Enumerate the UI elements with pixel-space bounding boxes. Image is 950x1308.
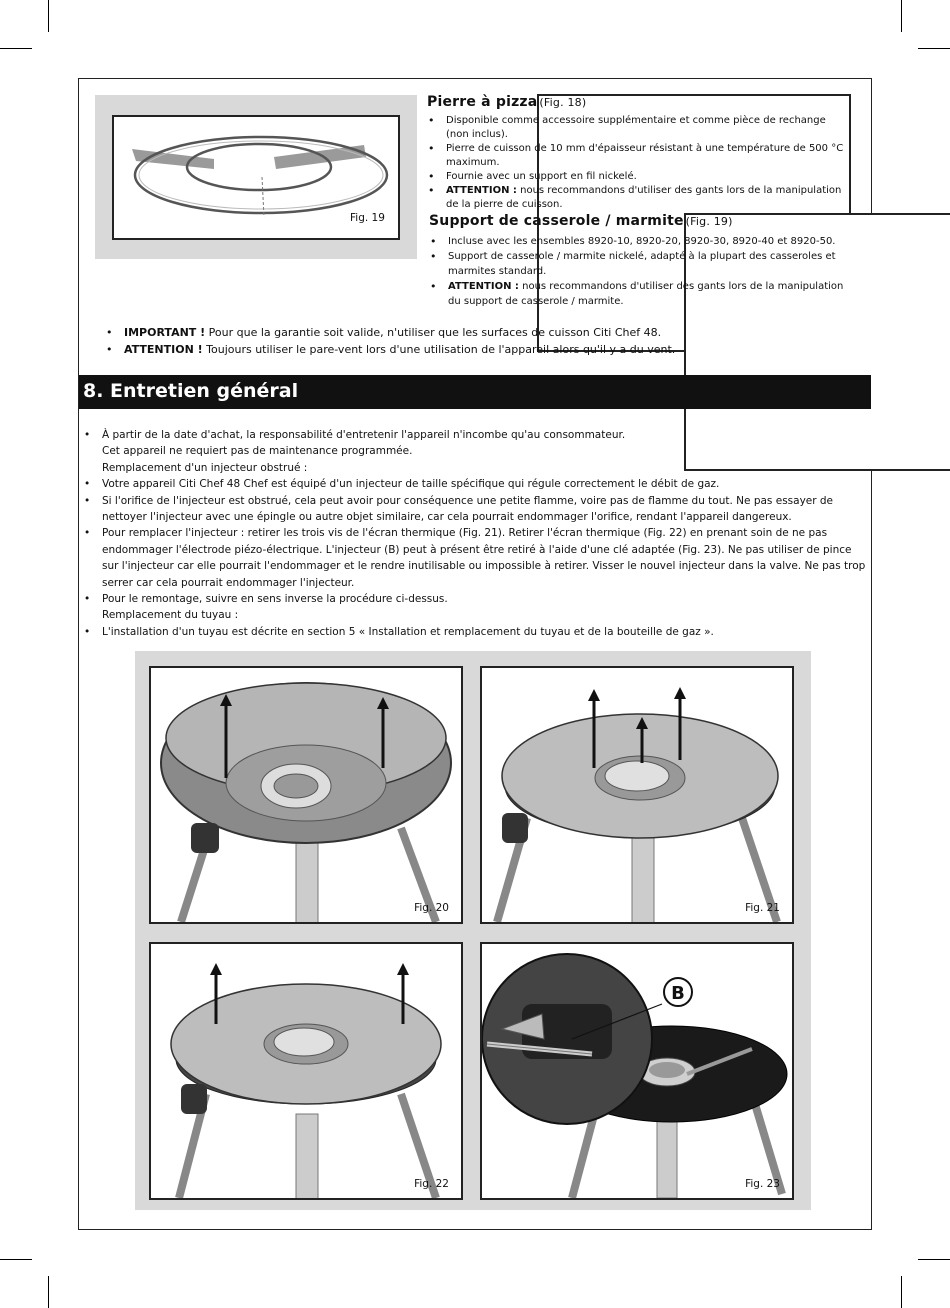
fig20-label: Fig. 20 [414, 902, 449, 914]
list-item: • Pour le remontage, suivre en sens inverse la procédure ci-dessus. [84, 591, 869, 607]
support-list [428, 234, 856, 309]
body-text [84, 427, 869, 640]
list-item: • L'installation d'un tuyau est décrite en section 5 « Installation et remplacement du tuyau et de la bouteille de gaz ». [84, 624, 869, 640]
pizza-fig-ref: (Fig. 18) [537, 94, 851, 352]
notes [106, 324, 675, 358]
attention-label: ATTENTION ! [124, 343, 203, 356]
list-item: • Fournie avec un support en fil nickelé. [426, 170, 846, 184]
attention-label: ATTENTION : [448, 281, 519, 292]
support-heading [429, 213, 733, 229]
crop-mark [0, 1259, 32, 1260]
support-title: Support de casserole / marmite [429, 213, 684, 229]
crop-mark [918, 1259, 950, 1260]
fig23-callout: B [671, 983, 685, 1004]
attention-text: Toujours utiliser le pare-vent lors d'une utilisation de l'appareil alors qu'il y a du vent. [202, 343, 676, 356]
list-item: • Support de casserole / marmite nickelé, adapté à la plupart des casseroles et marmites standard. [428, 249, 856, 279]
list-item [428, 279, 856, 309]
list-item: • Incluse avec les ensembles 8920-10, 8920-20, 8920-30, 8920-40 et 8920-50. [428, 234, 856, 249]
list-item: Remplacement d'un injecteur obstrué : [102, 461, 308, 474]
pizza-heading [427, 94, 587, 110]
list-item: • Pierre de cuisson de 10 mm d'épaisseur résistant à une température de 500 °C maximum. [426, 142, 846, 170]
attention-text: nous recommandons d'utiliser des gants lors de la manipulation du support de casserole / marmite. [448, 281, 844, 307]
fig21-illustration [480, 666, 794, 924]
important-note [106, 324, 675, 341]
section-header [79, 375, 871, 409]
crop-mark [901, 1276, 902, 1308]
list-item: • Votre appareil Citi Chef 48 Chef est équipé d'un injecteur de taille spécifique qui régule correctement le débit de gaz. [84, 476, 869, 492]
list-item: • Disponible comme accessoire supplémentaire et comme pièce de rechange (non inclus). [426, 114, 846, 142]
important-text: Pour que la garantie soit valide, n'utiliser que les surfaces de cuisson Citi Chef 48. [205, 326, 662, 339]
list-item: • À partir de la date d'achat, la responsabilité d'entretenir l'appareil n'incombe qu'au consommateur. [84, 427, 869, 443]
crop-mark [48, 0, 49, 32]
fig19-label: Fig. 19 [350, 212, 385, 224]
crop-mark [48, 1276, 49, 1308]
list-item: • Pour remplacer l'injecteur : retirer les trois vis de l'écran thermique (Fig. 21). Retirer l'écran thermique (Fig. 22) en prenant soin de ne pas endommager l'électrode piézo-électrique. L'injecteur (B) peut à présent être retiré à l'aide d'une clé adaptée (Fig. 23). Ne pas utiliser de pince sur l'injecteur car elle pourrait l'endommager et le rendre inutilisable ou impossible à retirer. Visser le nouvel injecteur dans la valve. Ne pas trop serrer car cela pourrait endommager l'injecteur. [84, 525, 869, 591]
attention-note [106, 341, 675, 358]
pizza-list [426, 114, 846, 212]
fig20-illustration [149, 666, 463, 924]
support-fig-ref: (Fig. 19) [684, 213, 950, 471]
fig23-illustration [480, 942, 794, 1200]
fig23-label: Fig. 23 [745, 1178, 780, 1190]
crop-mark [901, 0, 902, 32]
attention-text: nous recommandons d'utiliser des gants lors de la manipulation de la pierre de cuisson. [446, 185, 842, 210]
crop-mark [0, 48, 32, 49]
fig22-illustration [149, 942, 463, 1200]
important-label: IMPORTANT ! [124, 326, 206, 339]
pizza-title: Pierre à pizza [427, 94, 538, 110]
list-item: Remplacement du tuyau : [102, 609, 239, 622]
section-title: 8. Entretien général [83, 380, 299, 402]
list-item [426, 184, 846, 212]
crop-mark [918, 48, 950, 49]
fig21-label: Fig. 21 [745, 902, 780, 914]
attention-label: ATTENTION : [446, 185, 517, 196]
fig22-label: Fig. 22 [414, 1178, 449, 1190]
list-item: Cet appareil ne requiert pas de maintenance programmée. [102, 445, 413, 458]
list-item: • Si l'orifice de l'injecteur est obstrué, cela peut avoir pour conséquence une petite flamme, voire pas de flamme du tout. Ne pas essayer de nettoyer l'injecteur avec une épingle ou autre objet similaire, car cela pourrait endommager l'orifice, rendant l'appareil dangereux. [84, 493, 869, 526]
